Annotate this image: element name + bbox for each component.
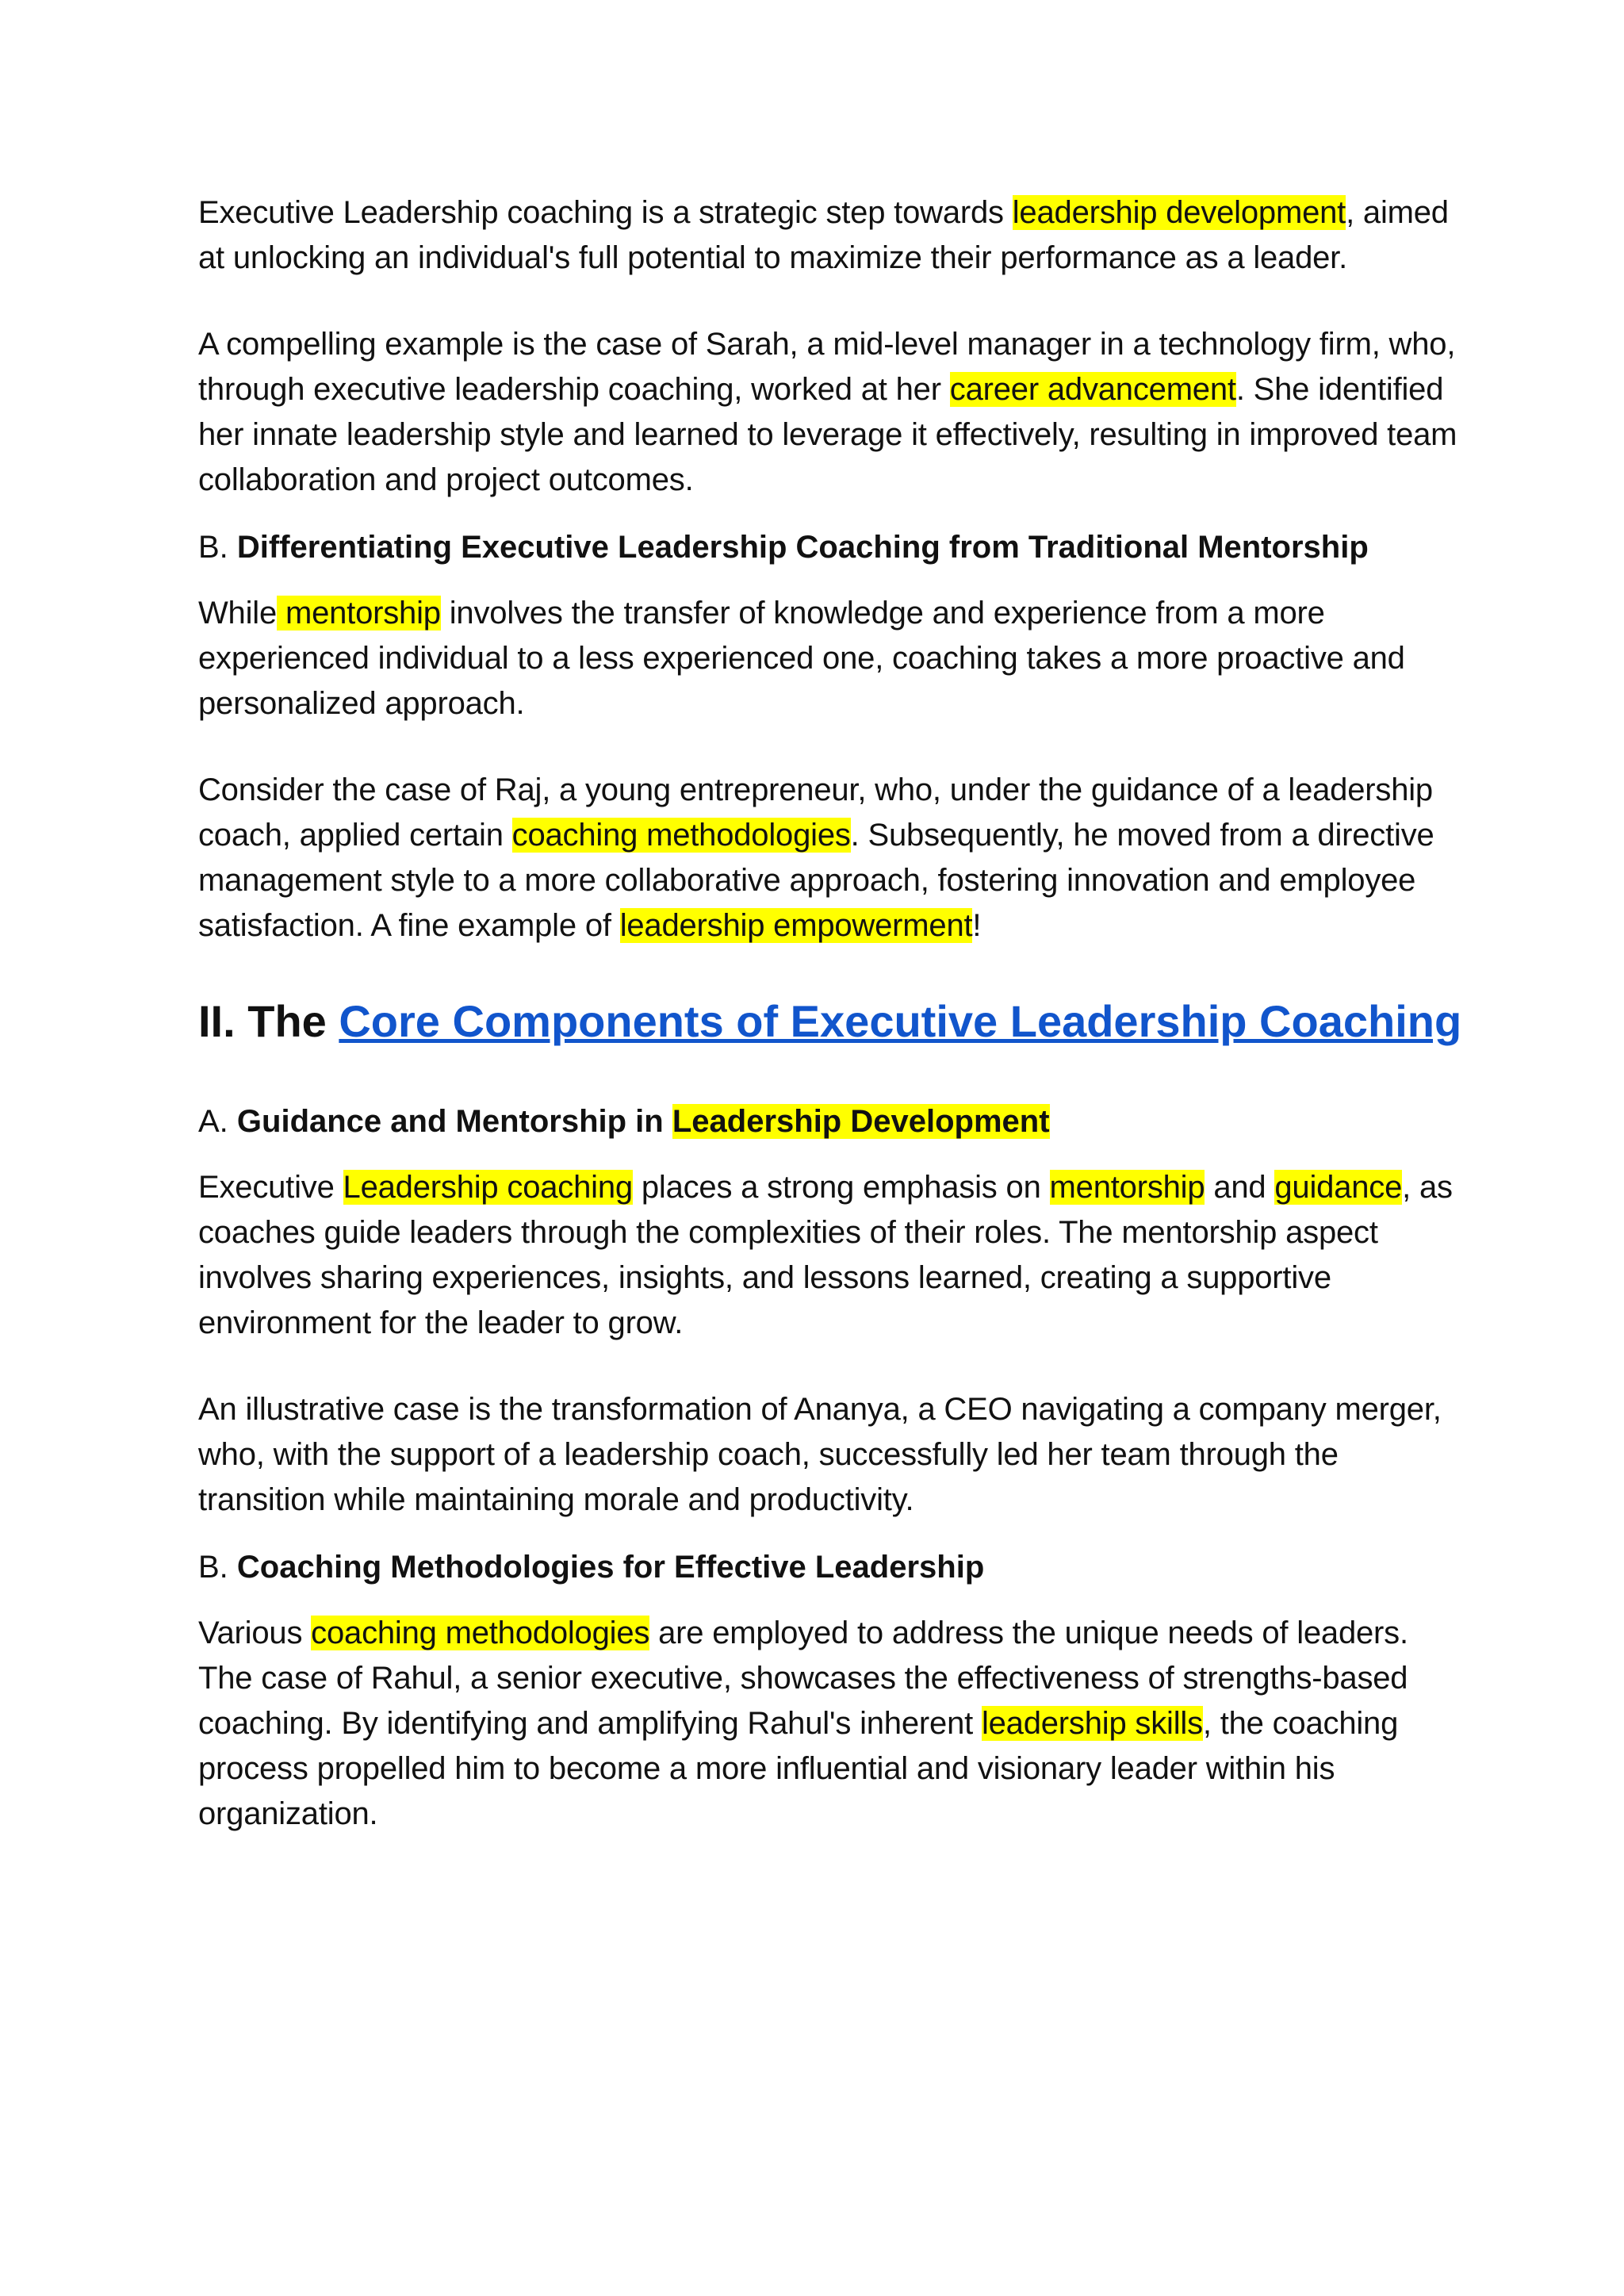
- highlight-career-advancement: career advancement: [949, 372, 1236, 407]
- highlight-leadership-coaching: Leadership coaching: [343, 1170, 633, 1205]
- paragraph-intro: Executive Leadership coaching is a strategic step towards leadership development, aimed at unlocking an individual's full potential to maximize their performance as a leader.: [198, 195, 1449, 275]
- paragraph-mentorship: While mentorship involves the transfer of knowledge and experience from a more experienced individual to a less experienced one, coaching takes a more proactive and personalized approach.: [198, 596, 1405, 721]
- subheading-guidance-mentorship: A. Guidance and Mentorship in Leadership Development: [198, 1104, 1050, 1139]
- document-page: [198, 190, 1467, 1837]
- paragraph-guidance: Executive Leadership coaching places a strong emphasis on mentorship and guidance, as coaches guide leaders through the complexities of their roles. The mentorship aspect involves sharing experiences, insights, and lessons learned, creating a supportive environment for the leader to grow.: [198, 1170, 1453, 1340]
- paragraph-ananya-case: An illustrative case is the transformation of Ananya, a CEO navigating a company merger, who, with the support of a leadership coach, successfully led her team through the transition while maintaining morale and productivity.: [198, 1392, 1442, 1517]
- paragraph-rahul-case: Various coaching methodologies are employed to address the unique needs of leaders. The case of Rahul, a senior executive, showcases the effectiveness of strengths-based coaching. By identifying and amplifying Rahul's inherent leadership skills, the coaching process propelled him to become a more influential and visionary leader within his organization.: [198, 1616, 1408, 1831]
- core-components-link[interactable]: Core Components of Executive Leadership Coaching: [339, 996, 1462, 1046]
- highlight-guidance: guidance: [1274, 1170, 1403, 1205]
- highlight-leadership-development: leadership development: [1012, 195, 1346, 230]
- subheading-differentiating: B. Differentiating Executive Leadership Coaching from Traditional Mentorship: [198, 530, 1369, 565]
- highlight-leadership-empowerment: leadership empowerment: [619, 908, 973, 943]
- highlight-mentorship-2: mentorship: [1049, 1170, 1205, 1205]
- section-heading-core-components: II. The Core Components of Executive Leadership Coaching: [198, 996, 1462, 1046]
- highlight-leadership-development-heading: Leadership Development: [672, 1104, 1050, 1139]
- highlight-leadership-skills: leadership skills: [981, 1706, 1203, 1741]
- highlight-coaching-methodologies: coaching methodologies: [511, 818, 851, 853]
- highlight-mentorship: mentorship: [277, 596, 441, 631]
- subheading-coaching-methodologies: B. Coaching Methodologies for Effective Leadership: [198, 1550, 985, 1585]
- highlight-coaching-methodologies-2: coaching methodologies: [311, 1616, 650, 1650]
- paragraph-sarah-case: A compelling example is the case of Sarah, a mid-level manager in a technology firm, who, through executive leadership coaching, worked at her career advancement. She identified her innate leadership style and learned to leverage it effectively, resulting in improved team collaboration and project outcomes.: [198, 327, 1457, 497]
- paragraph-raj-case: Consider the case of Raj, a young entrepreneur, who, under the guidance of a leadership coach, applied certain coaching methodologies. Subsequently, he moved from a directive management style to a more collaborative approach, fostering innovation and employee satisfaction. A fine example of leadership empowerment!: [198, 772, 1434, 943]
